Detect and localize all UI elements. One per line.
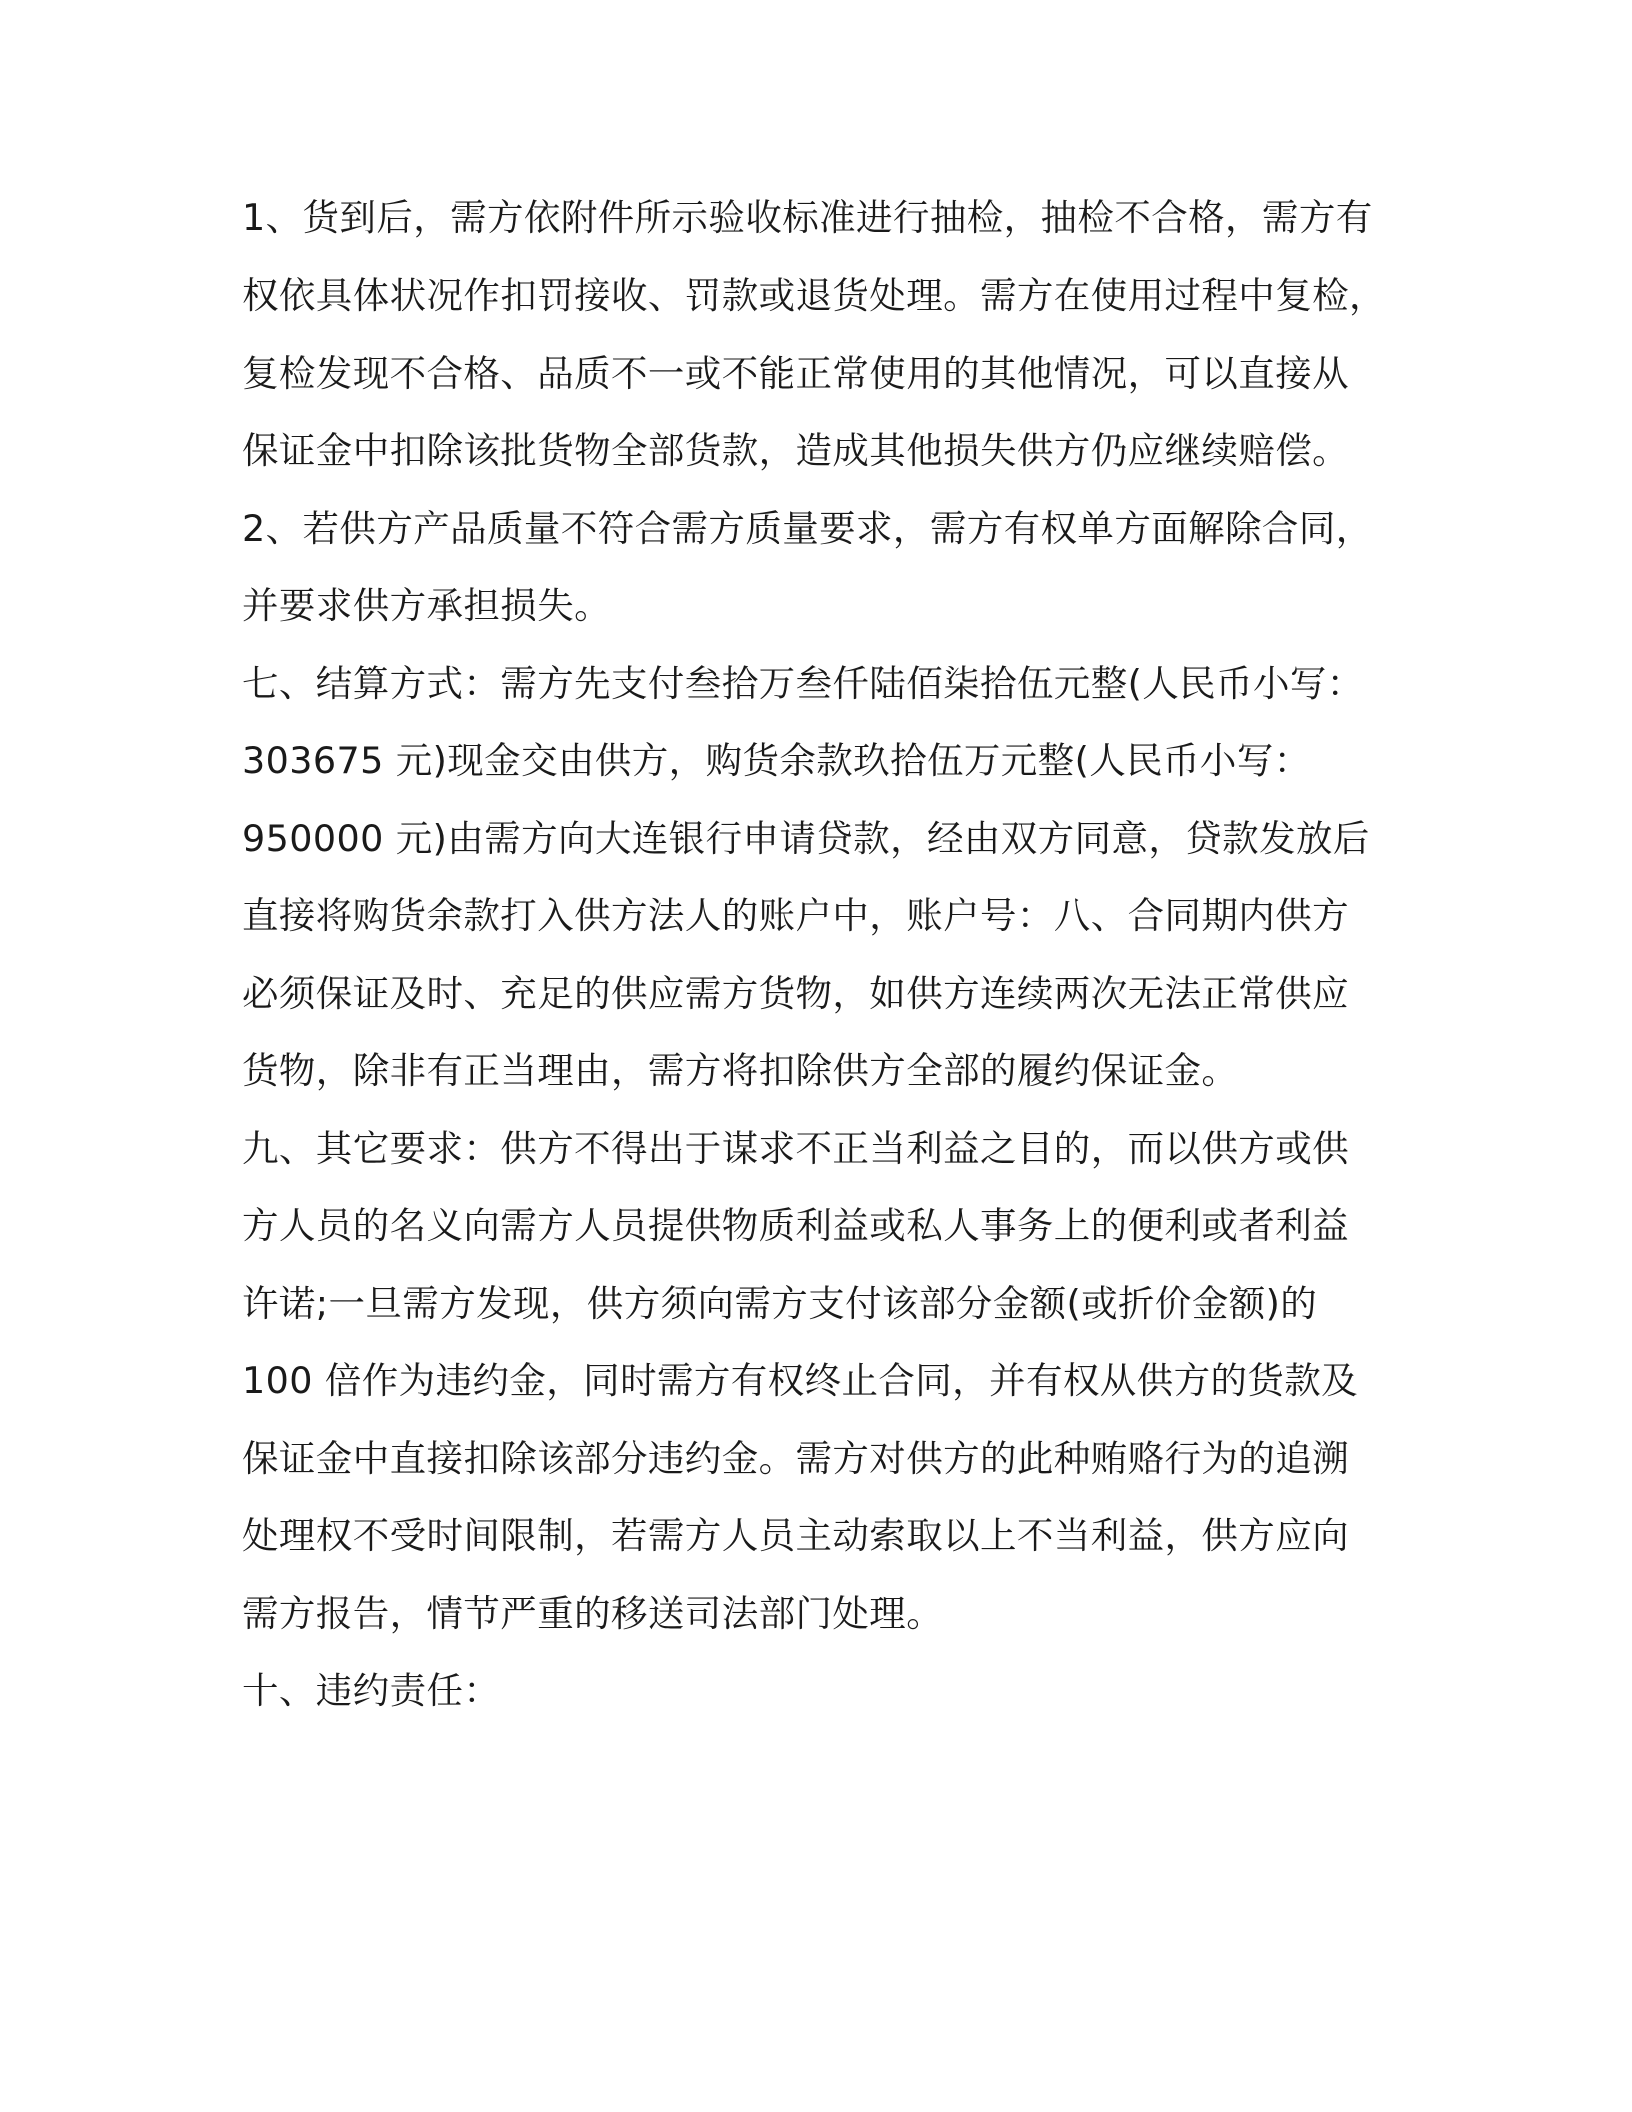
text-line: 保证金中直接扣除该部分违约金。需方对供方的此种贿赂行为的追溯 xyxy=(242,1437,1349,1480)
text-line: 保证金中扣除该批货物全部货款，造成其他损失供方仍应继续赔偿。 xyxy=(242,429,1349,472)
text-line: 2、若供方产品质量不符合需方质量要求，需方有权单方面解除合同， xyxy=(242,507,1373,550)
text-line: 需方报告，情节严重的移送司法部门处理。 xyxy=(242,1592,944,1635)
text-line: 复检发现不合格、品质不一或不能正常使用的其他情况，可以直接从 xyxy=(242,352,1349,395)
text-line: 950000 元)由需方向大连银行申请贷款，经由双方同意，贷款发放后 xyxy=(242,817,1370,860)
text-line: 直接将购货余款打入供方法人的账户中，账户号：八、合同期内供方 xyxy=(242,894,1349,937)
text-line: 1、货到后，需方依附件所示验收标准进行抽检，抽检不合格，需方有 xyxy=(242,196,1373,239)
text-line: 并要求供方承担损失。 xyxy=(242,584,611,627)
text-line: 七、结算方式：需方先支付叁拾万叁仟陆佰柒拾伍元整(人民币小写： xyxy=(242,662,1364,705)
text-line: 许诺;一旦需方发现，供方须向需方支付该部分金额(或折价金额)的 xyxy=(242,1282,1318,1325)
text-line: 权依具体状况作扣罚接收、罚款或退货处理。需方在使用过程中复检， xyxy=(242,274,1386,317)
text-line: 303675 元)现金交由供方，购货余款玖拾伍万元整(人民币小写： xyxy=(242,739,1311,782)
text-line: 处理权不受时间限制，若需方人员主动索取以上不当利益，供方应向 xyxy=(242,1514,1349,1557)
text-line: 货物，除非有正当理由，需方将扣除供方全部的履约保证金。 xyxy=(242,1049,1239,1092)
text-line: 九、其它要求：供方不得出于谋求不正当利益之目的，而以供方或供 xyxy=(242,1127,1349,1170)
text-line: 方人员的名义向需方人员提供物质利益或私人事务上的便利或者利益 xyxy=(242,1204,1349,1247)
text-line: 必须保证及时、充足的供应需方货物，如供方连续两次无法正常供应 xyxy=(242,972,1349,1015)
text-line: 100 倍作为违约金，同时需方有权终止合同，并有权从供方的货款及 xyxy=(242,1359,1359,1402)
text-line: 十、违约责任： xyxy=(242,1669,501,1712)
